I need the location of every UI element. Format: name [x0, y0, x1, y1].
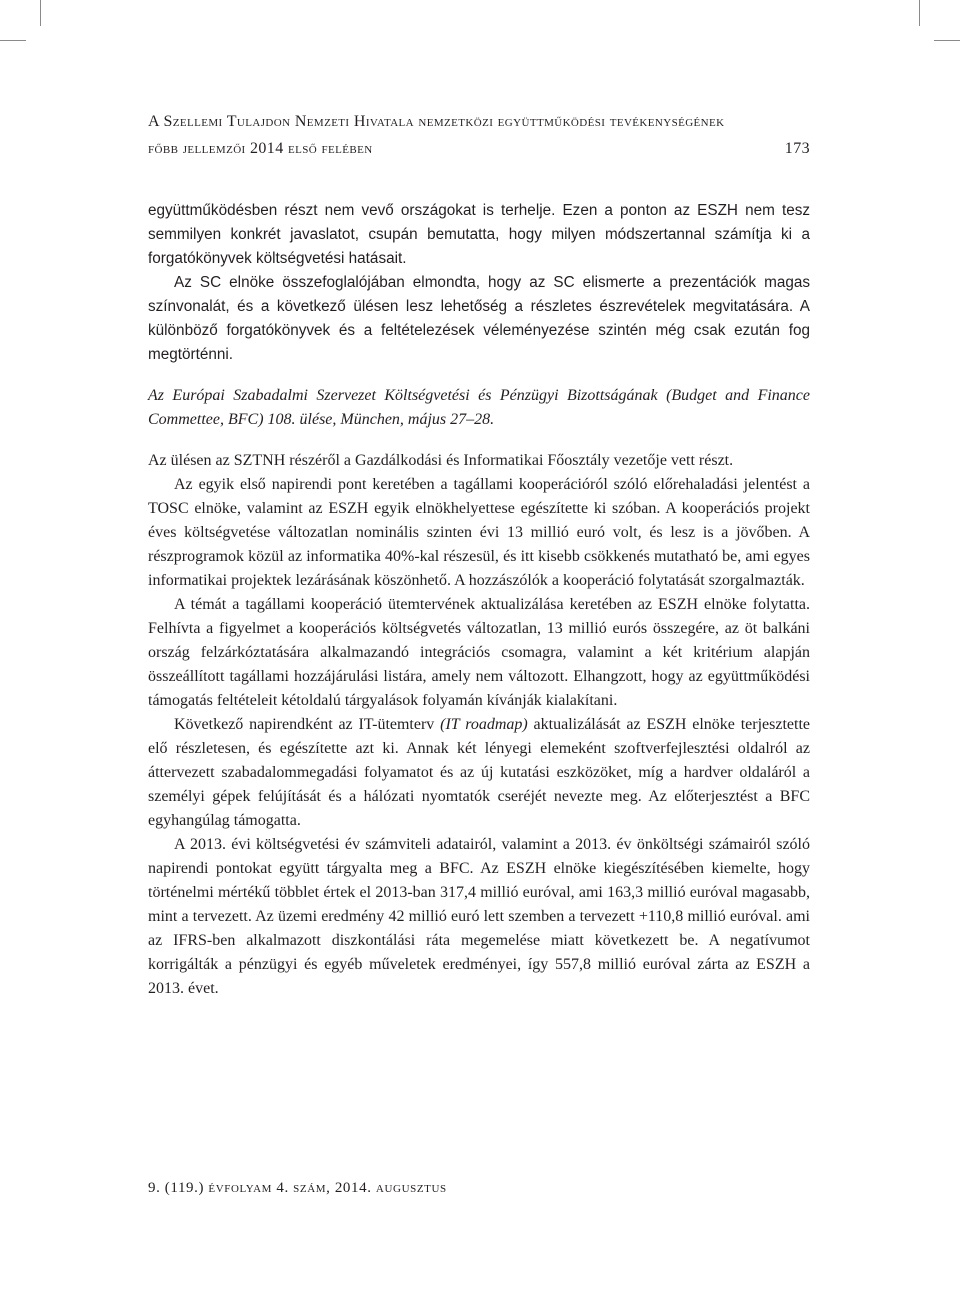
paragraph-cooperation-report: Az egyik első napirendi pont keretében a tagállami kooperációról szóló előrehaladási jelentést a TOSC elnöke, valamint az ESZH egyik elnökhelyettese egészítette ki szóban. A kooperációs projekt éves költségvetése változatlan nominális szinten évi 13 millió euró volt, és lesz is a jövőben. A részprogramok közül az informatika 40%-kal részesül, és itt kisebb csökkenés mutatható be, ami egyes informatikai projektek lezárásának köszönhető. A hozzászólók a kooperáció folytatását szorgalmazták. [148, 476, 810, 589]
page-footer: 9. (119.) évfolyam 4. szám, 2014. augusztus [148, 1180, 447, 1196]
header-line-2: főbb jellemzői 2014 első felében [148, 140, 373, 157]
it-roadmap-italic: (IT roadmap) [440, 716, 528, 733]
crop-mark-top-right [919, 0, 920, 26]
paragraph-attendance: Az ülésen az SZTNH részéről a Gazdálkodási és Informatikai Főosztály vezetője vett részt. [148, 452, 734, 469]
section-heading-bfc: Az Európai Szabadalmi Szervezet Költségvetési és Pénzügyi Bizottságának (Budget and Finance Commettee, BFC) 108. ülése, München, május 27–28. [148, 387, 810, 428]
paragraph-cooperation-schedule: A témát a tagállami kooperáció ütemtervének aktualizálása keretében az ESZH elnöke folytatta. Felhívta a figyelmet a kooperációs költségvetés változatlan, 13 millió eurós összegére, az öt balkáni ország felzárkóztatására alkalmazandó integrációs csomagra, valamint a két kritérium alapján összeállított tagállami hozzájárulási listára, amely nem változott. Elhangzott, hogy az együttműködési támogatás feltételeit kétoldalú tárgyalások folyamán kívánják kialakítani. [148, 596, 810, 709]
paragraph-continuation: együttműködésben részt nem vevő országokat is terhelje. Ezen a ponton az ESZH nem tesz semmilyen konkrét javaslatot, csupán bemutatta, hogy milyen módszertannal számítja ki a forgatókönyvek költségvetési hatásait. [148, 202, 810, 267]
paragraph-it-roadmap [148, 713, 810, 833]
it-roadmap-after: aktualizálását az ESZH elnöke terjesztette elő részletesen, és egészítette azt ki. Annak két lényegi elemeként szoftverfejlesztési oldalról az áttervezett szabadalommegadási folyamatot és az új kutatási eszközöket, míg a hardver oldaláról a személyi gépek felújítását és a hálózati nyomtatók cseréjét nevezte meg. Az előterjesztést a BFC egyhangúlag támogatta. [148, 716, 811, 829]
page-number: 173 [784, 140, 810, 157]
it-roadmap-before: Következő napirendként az IT-ütemterv [174, 716, 441, 733]
crop-mark-top-left-h [0, 40, 26, 41]
paragraph-accounts-2013: A 2013. évi költségvetési év számviteli adatairól, valamint a 2013. év önköltségi számairól szóló napirendi pontokat együtt tárgyalta meg a BFC. Az ESZH elnöke kiegészítésében kiemelte, hogy történelmi mértékű többlet értek el 2013-ban 317,4 millió euróval, ami 163,3 millió euróval magasabb, mint a tervezett. Az üzemi eredmény 42 millió euró lett szemben a tervezett +110,8 millió euróval. ami az IFRS-ben alkalmazott diszkontálási ráta megemelése miatt következett be. A negatívumot korrigálták a pénzügyi és egyéb műveletek eredményei, így 557,8 millió euróval zárta az ESZH a 2013. évet. [148, 836, 810, 997]
paragraph-sc-summary: Az SC elnöke összefoglalójában elmondta, hogy az SC elismerte a prezentációk magas színvonalát, és a következő ülésen lesz lehetőség a részletes észrevételek megvitatására. A különböző forgatókönyvek és a feltételezések véleményezése szintén még csak ezután fog megtörténni. [148, 274, 810, 363]
page-body [148, 199, 810, 1001]
crop-mark-top-right-h [934, 40, 960, 41]
header-line-1: A Szellemi Tulajdon Nemzeti Hivatala nemzetközi együttműködési tevékenységének [148, 113, 725, 130]
running-header [148, 108, 810, 162]
crop-mark-top-left [40, 0, 41, 26]
